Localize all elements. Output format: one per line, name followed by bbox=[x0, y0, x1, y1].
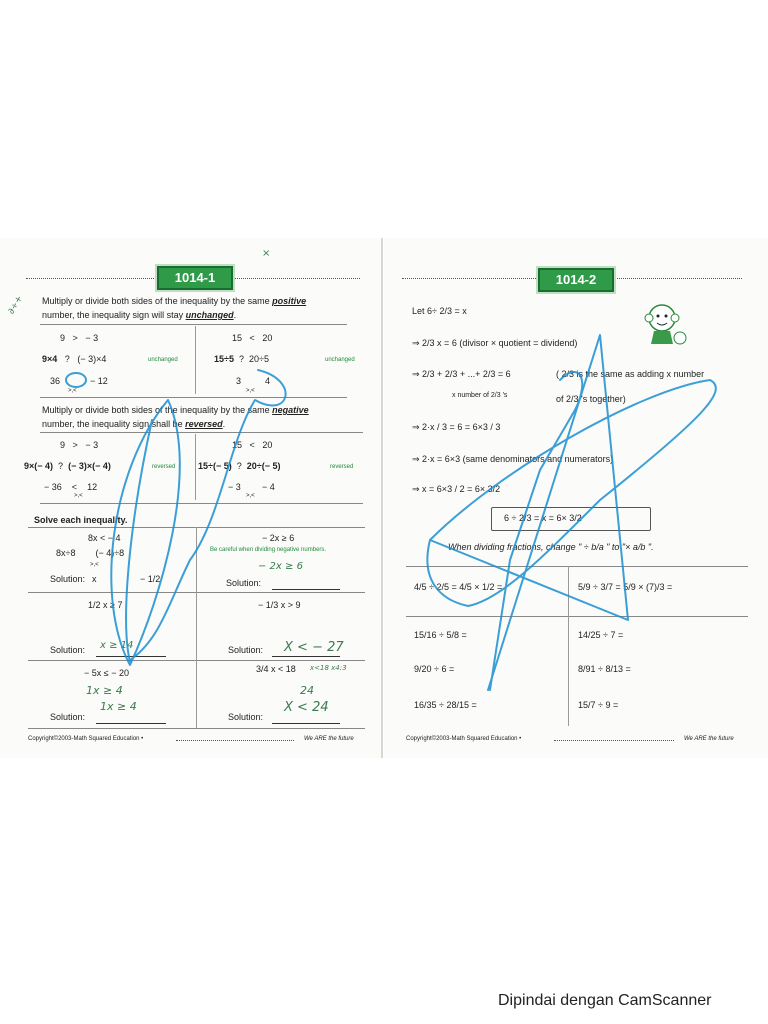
ex1-row2-left: 9×4 ? (− 3)×4 bbox=[42, 354, 107, 364]
ex2-hint-right: >,< bbox=[246, 493, 255, 499]
p1-answer: x bbox=[92, 574, 97, 584]
footer-tagline-left: We ARE the future bbox=[304, 736, 354, 742]
ex2-row1-left: 9 > − 3 bbox=[60, 440, 99, 450]
exercise-q4: 14/25 ÷ 7 = bbox=[578, 630, 624, 640]
footer-copyright-left: Copyright©2003-Math Squared Education • bbox=[28, 736, 144, 742]
margin-x-mark: × bbox=[262, 248, 271, 259]
exercise-q5: 9/20 ÷ 6 = bbox=[414, 664, 455, 674]
exercise-q8: 15/7 ÷ 9 = bbox=[578, 700, 619, 710]
p5-inequality: − 5x ≤ − 20 bbox=[84, 668, 129, 678]
handwriting-p4-answer: X < − 27 bbox=[284, 640, 344, 655]
right-step-4: ⇒ 2·x = 6×3 (same denominators and numerators) bbox=[412, 454, 614, 464]
p2-note: Be careful when dividing negative numbers. bbox=[210, 547, 327, 553]
exercise-q2: 5/9 ÷ 3/7 = 5/9 × (7)/3 = bbox=[578, 582, 673, 592]
ex1-tag-right: unchanged bbox=[325, 357, 355, 363]
ex1-row3-left: 36 bbox=[50, 376, 61, 386]
p3-inequality: 1/2 x ≥ 7 bbox=[88, 600, 123, 610]
handwriting-p3-answer: x ≥ 14 bbox=[100, 640, 134, 651]
handwriting-p2-work: − 2x ≥ 6 bbox=[258, 561, 303, 572]
ex1-row2-right: 15÷5 ? 20÷5 bbox=[214, 354, 269, 364]
p4-solution-label: Solution: bbox=[228, 645, 264, 655]
ex2-row3-right: − 3 bbox=[228, 482, 241, 492]
right-let-statement: Let 6÷ 2/3 = x bbox=[412, 306, 467, 316]
right-step-1: ⇒ 2/3 x = 6 (divisor × quotient = dividend) bbox=[412, 338, 578, 348]
intro-text-1: Multiply or divide both sides of the inequality by the same positive bbox=[42, 296, 307, 306]
ex2-row2-left: 9×(− 4) ? (− 3)×(− 4) bbox=[24, 461, 111, 471]
ex1-row1-right: 15 < 20 bbox=[232, 333, 273, 343]
handwriting-p6-note: x<18 x4:3 bbox=[310, 664, 347, 672]
p4-inequality: − 1/3 x > 9 bbox=[258, 600, 301, 610]
footer-copyright-right: Copyright©2003-Math Squared Education • bbox=[406, 736, 522, 742]
p5-solution-label: Solution: bbox=[50, 712, 86, 722]
exercise-q1: 4/5 ÷ 2/5 = 4/5 × 1/2 = bbox=[414, 582, 503, 592]
solve-title: Solve each inequality. bbox=[34, 515, 128, 525]
ex2-row2-right: 15÷(− 5) ? 20÷(− 5) bbox=[198, 461, 281, 471]
lesson-badge-right: 1014-2 bbox=[538, 268, 614, 292]
p1-work: 8x÷8 (− 4)÷8 bbox=[56, 548, 125, 558]
exercise-q6: 8/91 ÷ 8/13 = bbox=[578, 664, 631, 674]
ex1-row3-right-b: 4 bbox=[265, 376, 271, 386]
ex1-row3-left-b: − 12 bbox=[90, 376, 108, 386]
ex1-row3-right: 3 bbox=[236, 376, 242, 386]
ex2-row1-right: 15 < 20 bbox=[232, 440, 273, 450]
handwriting-p5-answer: 1x ≥ 4 bbox=[100, 700, 137, 713]
ex2-row3-left: − 36 < 12 bbox=[44, 482, 98, 492]
p1-hint: >,< bbox=[90, 562, 99, 568]
boxed-rule-text: 6 ÷ 2/3 = x = 6× 3/2 bbox=[504, 513, 582, 523]
ex1-tag-left: unchanged bbox=[148, 357, 178, 363]
ex2-row3-right-b: − 4 bbox=[262, 482, 275, 492]
p6-inequality: 3/4 x < 18 bbox=[256, 664, 296, 674]
p1-inequality: 8x < − 4 bbox=[88, 533, 121, 543]
p6-solution-label: Solution: bbox=[228, 712, 264, 722]
exercise-q7: 16/35 ÷ 28/15 = bbox=[414, 700, 477, 710]
p1-answer-2: − 1/2 bbox=[140, 574, 161, 584]
handwriting-p6-answer: X < 24 bbox=[284, 700, 329, 715]
ex2-tag-left: reversed bbox=[152, 464, 176, 470]
right-step-2-note: ( 2/3 is the same as adding x number bbox=[556, 369, 705, 379]
footer-tagline-right: We ARE the future bbox=[684, 736, 734, 742]
p2-inequality: − 2x ≥ 6 bbox=[262, 533, 295, 543]
right-step-2: ⇒ 2/3 + 2/3 + ...+ 2/3 = 6 bbox=[412, 369, 511, 379]
dividing-rule-text: When dividing fractions, change " ÷ b/a " to "× a/b ". bbox=[448, 542, 654, 552]
scanner-credit: Dipindai dengan CamScanner bbox=[498, 992, 712, 1009]
right-step-2-note-b: of 2/3 's together) bbox=[556, 394, 626, 404]
intro-text-1b: number, the inequality sign will stay unchanged. bbox=[42, 310, 237, 320]
ex2-tag-right: reversed bbox=[330, 464, 354, 470]
p2-solution-label: Solution: bbox=[226, 578, 262, 588]
margin-pencil-mark: ∂÷+ bbox=[6, 293, 26, 317]
ex1-hint-left: >,< bbox=[68, 388, 77, 394]
lesson-badge-left: 1014-1 bbox=[157, 266, 233, 290]
intro-text-2b: number, the inequality sign shall be reversed. bbox=[42, 419, 226, 429]
ex1-row1-left: 9 > − 3 bbox=[60, 333, 99, 343]
handwriting-p5-work: 1x ≥ 4 bbox=[86, 684, 123, 697]
intro-text-2: Multiply or divide both sides of the inequality by the same negative bbox=[42, 405, 309, 415]
ex1-hint-right: >,< bbox=[246, 388, 255, 394]
p1-solution-label: Solution: bbox=[50, 574, 86, 584]
p3-solution-label: Solution: bbox=[50, 645, 86, 655]
ex2-hint-left: >,< bbox=[74, 493, 83, 499]
right-step-2-sub: x number of 2/3 's bbox=[452, 392, 508, 399]
exercise-q3: 15/16 ÷ 5/8 = bbox=[414, 630, 467, 640]
right-step-3: ⇒ 2·x / 3 = 6 = 6×3 / 3 bbox=[412, 422, 501, 432]
right-step-5: ⇒ x = 6×3 / 2 = 6× 3/2 bbox=[412, 484, 501, 494]
handwriting-p6-work: 24 bbox=[300, 684, 314, 697]
